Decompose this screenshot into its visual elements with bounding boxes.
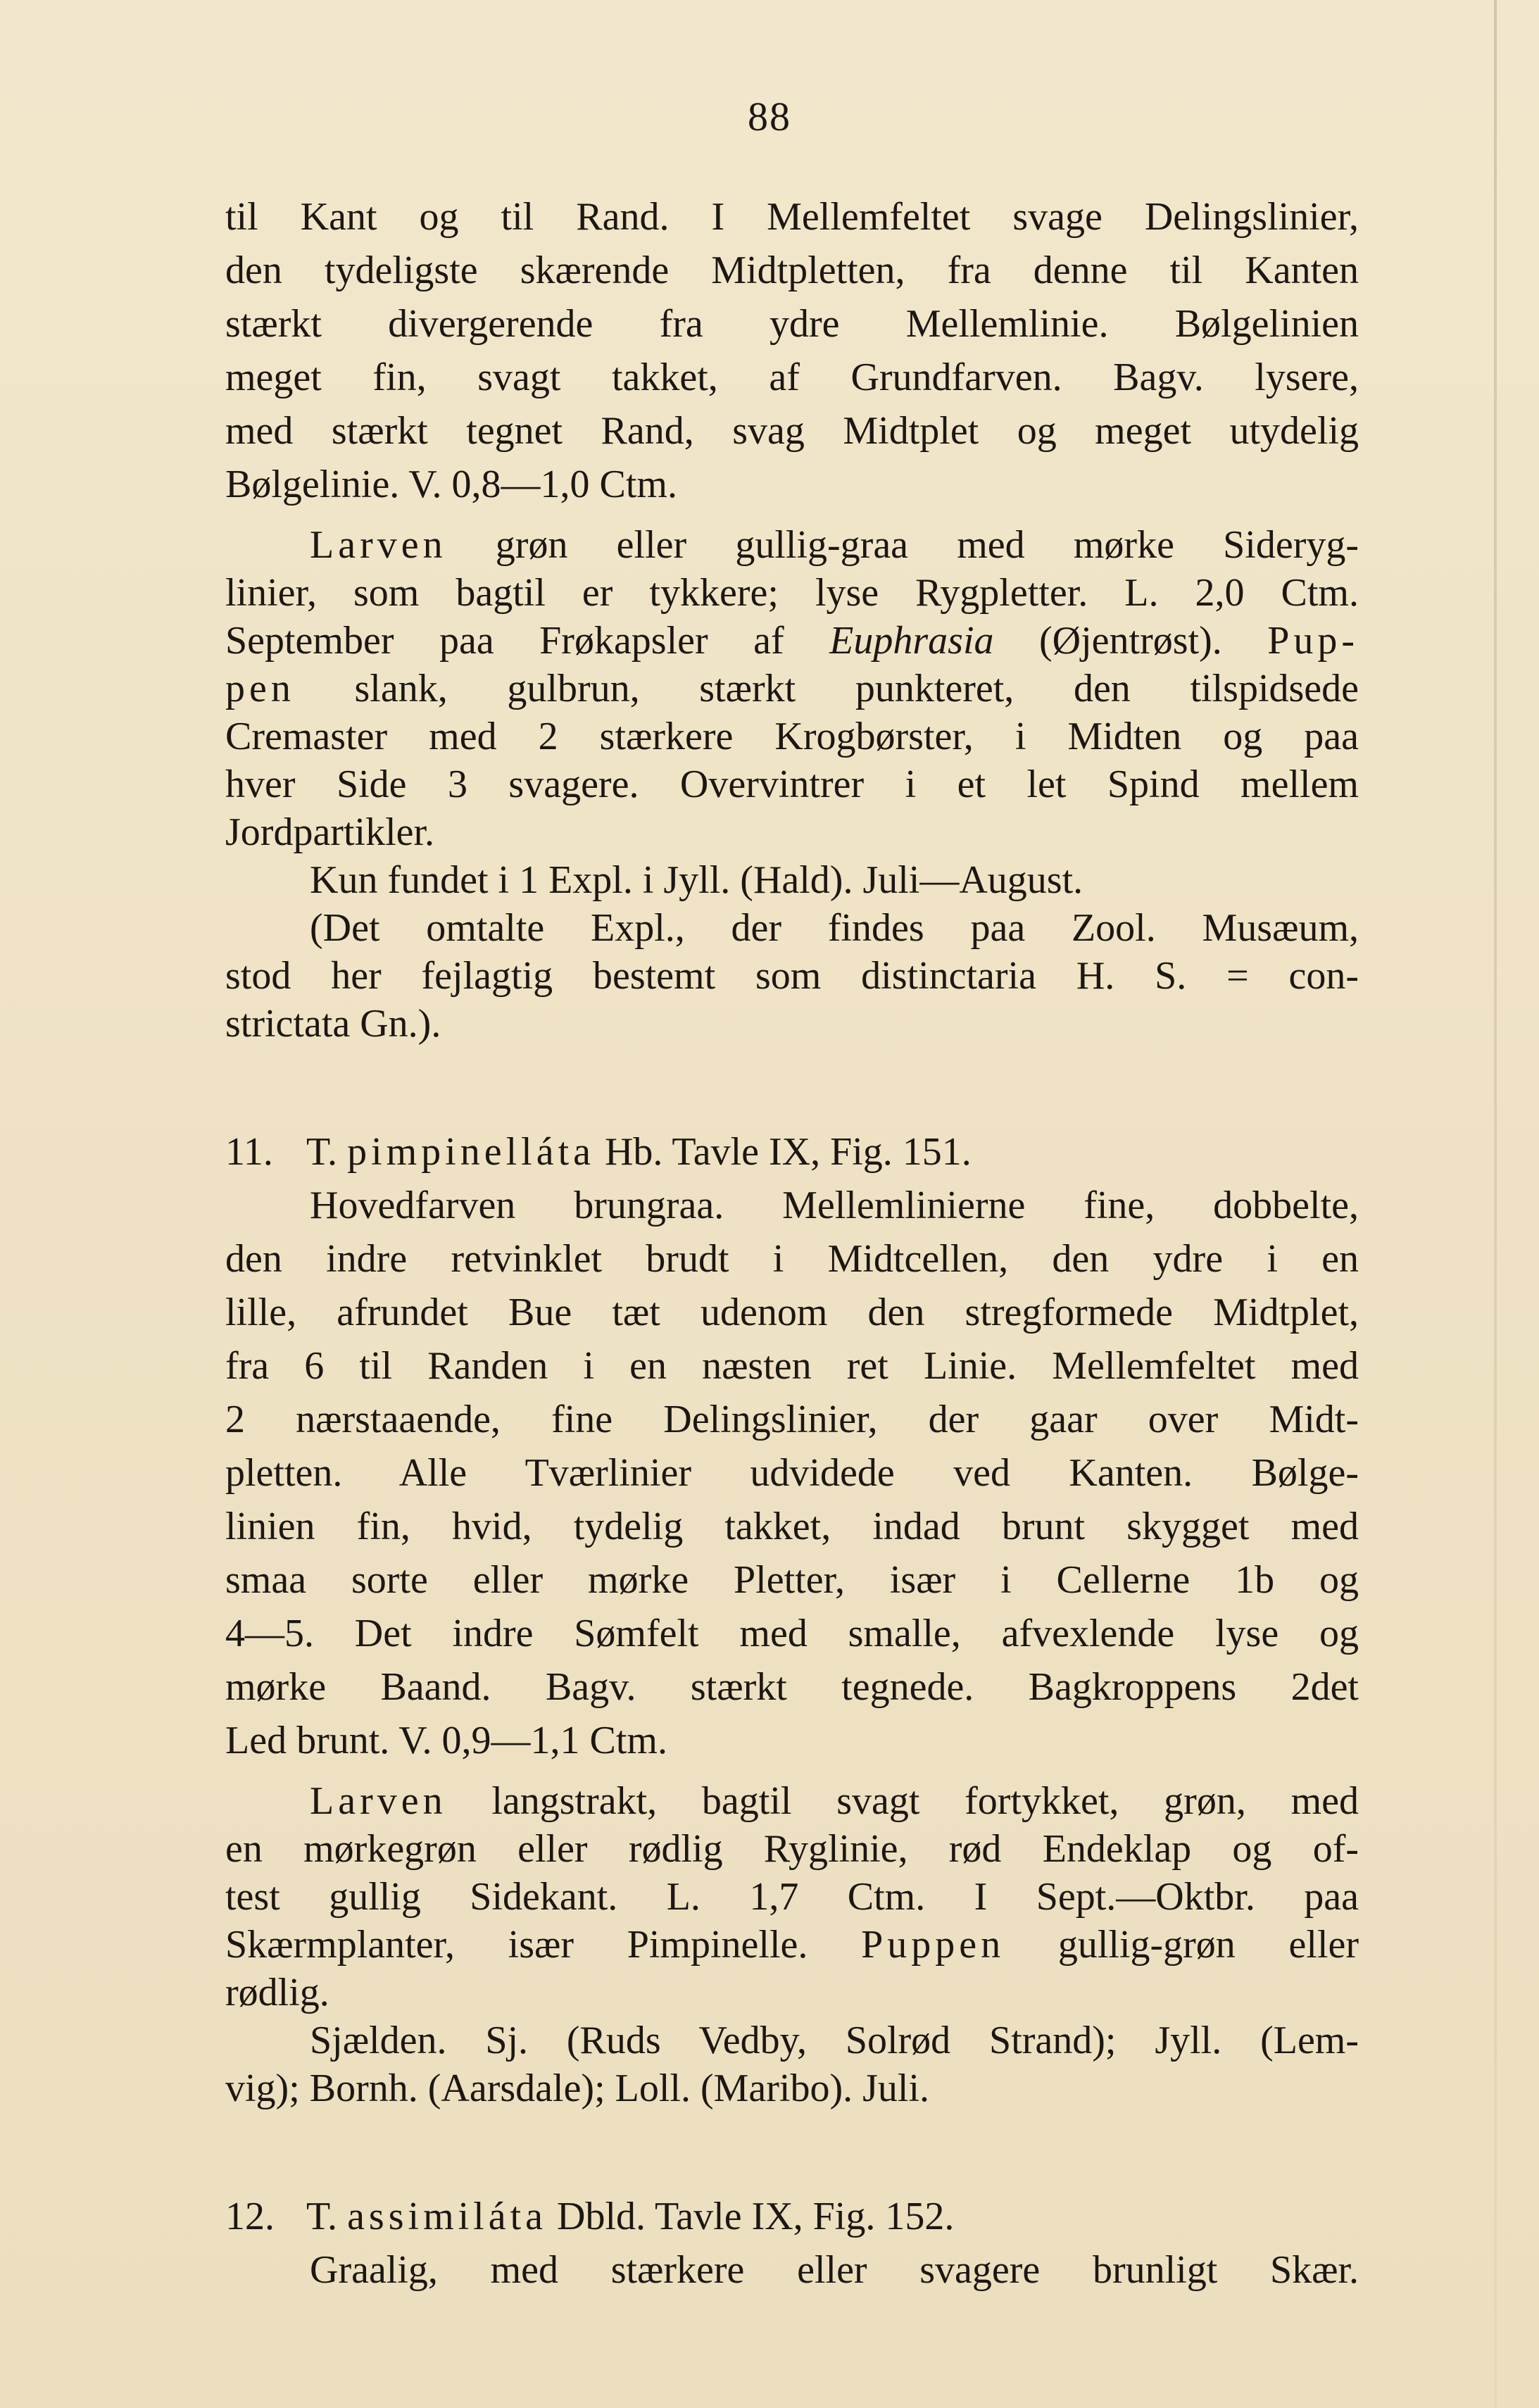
italic-term: Euphrasia <box>829 619 994 663</box>
text-line: Larven langstrakt, bagtil svagt fortykket, grøn, med <box>310 1779 1359 1823</box>
page-body <box>225 190 1359 2297</box>
text-line: linien fin, hvid, tydelig takket, indad brunt skygget med <box>225 1505 1359 1548</box>
paragraph-larva-description-2 <box>225 1777 1359 2017</box>
page-crease <box>1494 0 1497 2408</box>
text-line: hver Side 3 svagere. Overvintrer i et let Spind mellem <box>225 763 1359 806</box>
text-line: Cremaster med 2 stærkere Krogbørster, i Midten og paa <box>225 715 1359 758</box>
species-number: 11. <box>225 1130 273 1174</box>
text-line: Hovedfarven brungraa. Mellemlinierne fine, dobbelte, <box>310 1184 1359 1227</box>
text-line: stod her fejlagtig bestemt som distinctaria H. S. = con- <box>225 954 1359 998</box>
text-line: linier, som bagtil er tykkere; lyse Rygpletter. L. 2,0 Ctm. <box>225 571 1359 615</box>
text-line: pen slank, gulbrun, stærkt punkteret, den tilspidsede <box>225 667 1359 710</box>
text-line: smaa sorte eller mørke Pletter, især i Cellerne 1b og <box>225 1558 1359 1602</box>
text-line: den tydeligste skærende Midtpletten, fra denne til Kanten <box>225 249 1359 292</box>
text-line: rødlig. <box>225 1971 329 2014</box>
text-line: Sjælden. Sj. (Ruds Vedby, Solrød Strand); Jyll. (Lem- <box>310 2019 1359 2062</box>
spaced-term: Larven <box>310 523 447 567</box>
text-line: til Kant og til Rand. I Mellemfeltet svage Delingslinier, <box>225 195 1359 239</box>
text-line: Graalig, med stærkere eller svagere brunligt Skær. <box>310 2248 1359 2292</box>
text-line: meget fin, svagt takket, af Grundfarven. Bagv. lysere, <box>225 356 1359 399</box>
text-line: lille, afrundet Bue tæt udenom den stregformede Midtplet, <box>225 1291 1359 1334</box>
species-number: 12. <box>225 2195 275 2238</box>
text-line: med stærkt tegnet Rand, svag Midtplet og meget utydelig <box>225 409 1359 453</box>
text-line: strictata Gn.). <box>225 1002 441 1046</box>
text-line: 2 nærstaaende, fine Delingslinier, der gaar over Midt- <box>225 1398 1359 1441</box>
spaced-term: pen <box>225 667 295 710</box>
species-heading-11: 11. T. pimpinelláta Hb. Tavle IX, Fig. 151. <box>225 1125 1359 1179</box>
text-line: (Det omtalte Expl., der findes paa Zool. Musæum, <box>310 906 1359 950</box>
spaced-term: Puppen <box>861 1923 1005 1967</box>
text-line: stærkt divergerende fra ydre Mellemlinie. Bølgelinien <box>225 302 1359 346</box>
paragraph-locality-2 <box>225 2017 1359 2112</box>
text-line: fra 6 til Randen i en næsten ret Linie. Mellemfeltet med <box>225 1344 1359 1388</box>
text-line: den indre retvinklet brudt i Midtcellen, den ydre i en <box>225 1237 1359 1281</box>
spaced-term: Larven <box>310 1779 447 1823</box>
species-name: pimpinelláta <box>347 1130 595 1174</box>
text-line: Led brunt. V. 0,9—1,1 Ctm. <box>225 1719 667 1762</box>
paragraph-continuation <box>225 190 1359 511</box>
spaced-term: Pup- <box>1267 619 1359 663</box>
text-line: Skærmplanter, især Pimpinelle. Puppen gullig-grøn eller <box>225 1923 1359 1967</box>
species-name: assimiláta <box>347 2195 548 2238</box>
paragraph-adult-description <box>225 1179 1359 1767</box>
text-line: Jordpartikler. <box>225 810 435 854</box>
text-line: test gullig Sidekant. L. 1,7 Ctm. I Sept.—Oktbr. paa <box>225 1875 1359 1919</box>
species-heading-12: 12. T. assimiláta Dbld. Tavle IX, Fig. 152. <box>225 2190 1359 2243</box>
text-line: en mørkegrøn eller rødlig Ryglinie, rød Endeklap og of- <box>225 1827 1359 1871</box>
paragraph-larva-description <box>225 521 1359 856</box>
text-line: Kun fundet i 1 Expl. i Jyll. (Hald). Juli—August. <box>310 858 1083 902</box>
page-number: 88 <box>748 94 791 139</box>
text-line: Bølgelinie. V. 0,8—1,0 Ctm. <box>225 463 677 506</box>
text-line: September paa Frøkapsler af Euphrasia (Øjentrøst). Pup- <box>225 619 1359 663</box>
text-line: pletten. Alle Tværlinier udvidede ved Kanten. Bølge- <box>225 1451 1359 1495</box>
text-line: mørke Baand. Bagv. stærkt tegnede. Bagkroppens 2det <box>225 1665 1359 1709</box>
text-line: vig); Bornh. (Aarsdale); Loll. (Maribo). Juli. <box>225 2067 930 2110</box>
text-line: 4—5. Det indre Sømfelt med smalle, afvexlende lyse og <box>225 1612 1359 1655</box>
paragraph-locality <box>225 856 1359 1048</box>
text-line: Larven grøn eller gullig-graa med mørke Sideryg- <box>310 523 1359 567</box>
